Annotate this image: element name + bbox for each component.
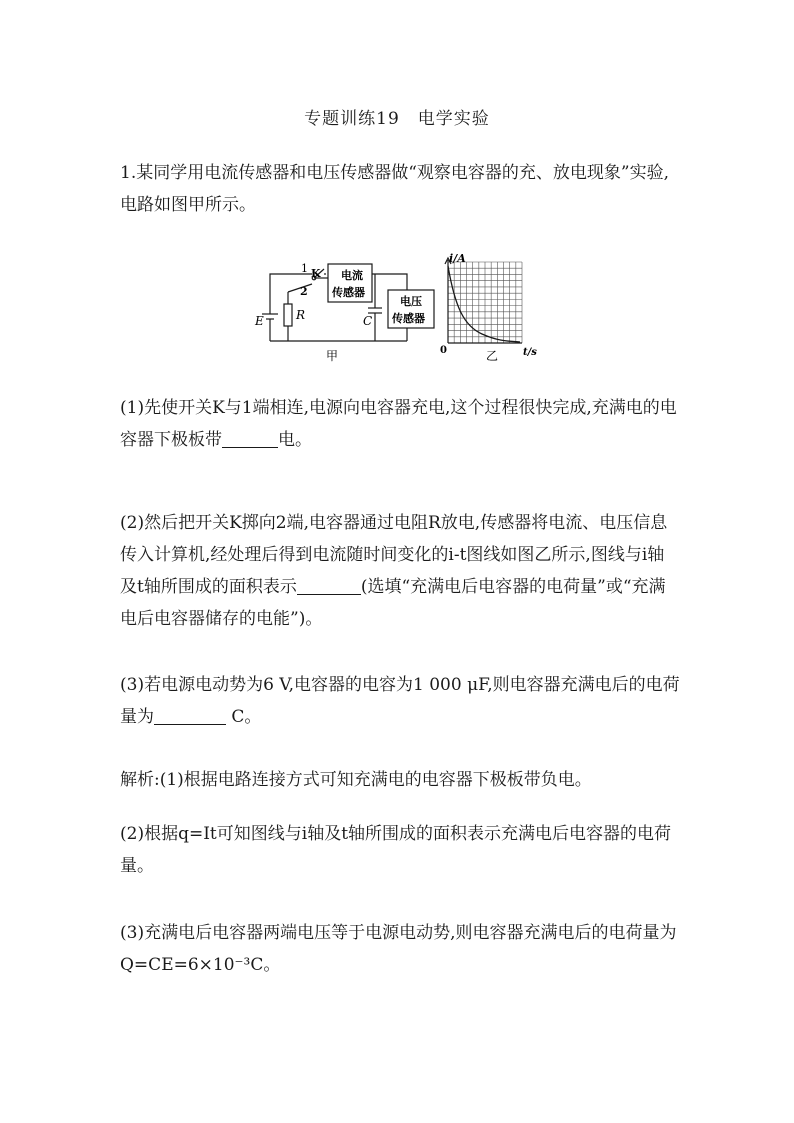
graph-x-label: t/s	[523, 347, 537, 358]
battery-label-e: E	[255, 314, 264, 328]
question-2	[120, 507, 680, 635]
graph-caption: 乙	[486, 349, 499, 363]
switch-label-1: 1	[301, 262, 308, 275]
capacitor-label-c: C	[363, 314, 373, 328]
problem-stem: 1.某同学用电流传感器和电压传感器做“观察电容器的充、放电现象”实验,电路如图甲所示。	[120, 163, 670, 215]
question-3-end: C。	[226, 707, 262, 727]
question-1-text: (1)先使开关K与1端相连,电源向电容器充电,这个过程很快完成,充满电的电容器下极板带	[120, 398, 677, 450]
graph-grid	[448, 262, 522, 343]
current-sensor-line1: 电流	[341, 269, 363, 282]
graph-y-label: i/A	[449, 252, 466, 265]
page-title: 专题训练19 电学实验	[304, 109, 490, 129]
voltage-sensor-line2: 传感器	[392, 312, 425, 325]
current-sensor-line2: 传感器	[332, 286, 365, 299]
question-2-end: (选填“充满电后电容器的电荷量”或“充满电后电容器储存的电能”)。	[120, 577, 666, 629]
question-1	[120, 392, 680, 456]
question-2-text: (2)然后把开关K掷向2端,电容器通过电阻R放电,传感器将电流、电压信息传入计算机,经处理后得到电流随时间变化的i-t图线如图乙所示,图线与i轴及t轴所围成的面积表示	[120, 513, 668, 597]
switch-label-2: 2	[300, 285, 308, 298]
solution-2: (2)根据q=It可知图线与i轴及t轴所围成的面积表示充满电后电容器的电荷量。	[120, 824, 672, 876]
question-3-text: (3)若电源电动势为6 V,电容器的电容为1 000 μF,则电容器充满电后的电荷量为	[120, 675, 680, 727]
voltage-sensor-line1: 电压	[400, 295, 422, 308]
switch-label-k: K	[311, 267, 321, 280]
figure-svg	[252, 252, 552, 367]
graph-origin: 0	[440, 345, 447, 356]
solution-3: (3)充满电后电容器两端电压等于电源电动势,则电容器充满电后的电荷量为Q=CE=6×10⁻³C。	[120, 923, 677, 975]
question-1-end: 电。	[278, 430, 312, 450]
circuit-caption: 甲	[326, 349, 339, 363]
question-3	[120, 669, 680, 733]
resistor-label-r: R	[296, 308, 306, 322]
answer-blank-1	[222, 429, 278, 448]
figure	[252, 252, 552, 367]
answer-blank-2	[297, 576, 361, 595]
solution-1: 解析:(1)根据电路连接方式可知充满电的电容器下极板带负电。	[120, 770, 592, 790]
answer-blank-3	[154, 706, 226, 725]
